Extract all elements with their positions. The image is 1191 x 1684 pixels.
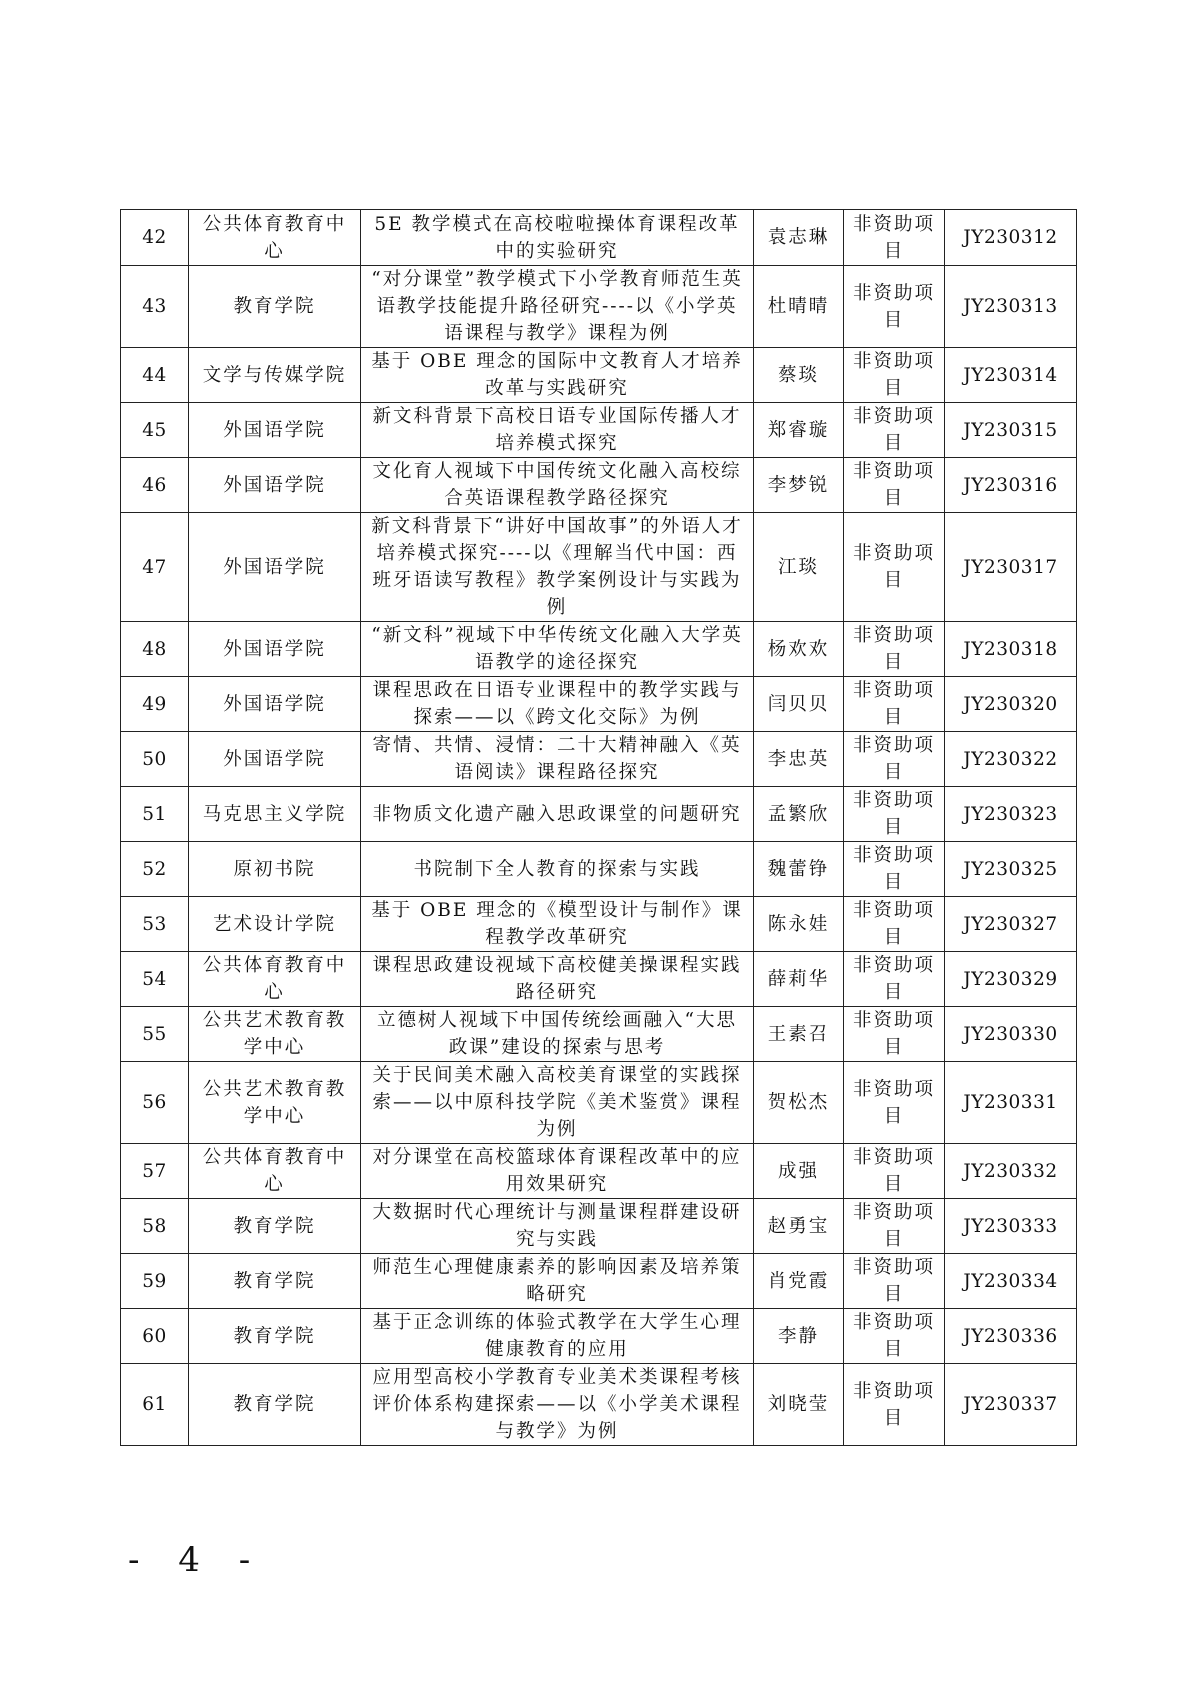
cell-college: 教育学院 — [189, 1254, 361, 1309]
cell-number: 45 — [121, 403, 189, 458]
cell-project-code: JY230334 — [945, 1254, 1077, 1309]
cell-number: 53 — [121, 897, 189, 952]
cell-project-title: 关于民间美术融入高校美育课堂的实践探索——以中原科技学院《美术鉴赏》课程为例 — [361, 1062, 754, 1144]
cell-number: 55 — [121, 1007, 189, 1062]
cell-college: 原初书院 — [189, 842, 361, 897]
cell-college: 外国语学院 — [189, 403, 361, 458]
cell-project-type: 非资助项目 — [844, 622, 945, 677]
cell-leader: 蔡琰 — [754, 348, 844, 403]
project-list-table — [120, 209, 1077, 1446]
cell-number: 42 — [121, 210, 189, 266]
table-row — [121, 897, 1077, 952]
cell-number: 58 — [121, 1199, 189, 1254]
cell-number: 43 — [121, 266, 189, 348]
cell-number: 52 — [121, 842, 189, 897]
cell-project-title: 基于 OBE 理念的《模型设计与制作》课程教学改革研究 — [361, 897, 754, 952]
cell-number: 59 — [121, 1254, 189, 1309]
cell-college: 马克思主义学院 — [189, 787, 361, 842]
cell-number: 48 — [121, 622, 189, 677]
cell-project-code: JY230332 — [945, 1144, 1077, 1199]
cell-project-title: 新文科背景下高校日语专业国际传播人才培养模式探究 — [361, 403, 754, 458]
table-body — [121, 210, 1077, 1446]
cell-leader: 陈永娃 — [754, 897, 844, 952]
cell-project-title: 寄情、共情、浸情：二十大精神融入《英语阅读》课程路径探究 — [361, 732, 754, 787]
table-row — [121, 1364, 1077, 1446]
cell-college: 公共体育教育中心 — [189, 210, 361, 266]
cell-project-title: 文化育人视域下中国传统文化融入高校综合英语课程教学路径探究 — [361, 458, 754, 513]
cell-project-code: JY230318 — [945, 622, 1077, 677]
cell-project-type: 非资助项目 — [844, 1309, 945, 1364]
cell-project-code: JY230322 — [945, 732, 1077, 787]
cell-project-type: 非资助项目 — [844, 348, 945, 403]
cell-project-title: “对分课堂”教学模式下小学教育师范生英语教学技能提升路径研究----以《小学英语课程与教学》课程为例 — [361, 266, 754, 348]
cell-project-type: 非资助项目 — [844, 842, 945, 897]
cell-project-code: JY230323 — [945, 787, 1077, 842]
cell-project-title: 对分课堂在高校篮球体育课程改革中的应用效果研究 — [361, 1144, 754, 1199]
cell-number: 46 — [121, 458, 189, 513]
cell-project-code: JY230325 — [945, 842, 1077, 897]
cell-leader: 孟繁欣 — [754, 787, 844, 842]
cell-project-type: 非资助项目 — [844, 210, 945, 266]
table-row — [121, 1254, 1077, 1309]
cell-leader: 李静 — [754, 1309, 844, 1364]
cell-college: 文学与传媒学院 — [189, 348, 361, 403]
cell-leader: 江琰 — [754, 513, 844, 622]
cell-project-title: 大数据时代心理统计与测量课程群建设研究与实践 — [361, 1199, 754, 1254]
table-row — [121, 1309, 1077, 1364]
cell-leader: 李忠英 — [754, 732, 844, 787]
cell-number: 51 — [121, 787, 189, 842]
table-row — [121, 1062, 1077, 1144]
cell-project-type: 非资助项目 — [844, 677, 945, 732]
cell-number: 54 — [121, 952, 189, 1007]
table-row — [121, 732, 1077, 787]
cell-college: 公共艺术教育教学中心 — [189, 1007, 361, 1062]
cell-leader: 魏蕾铮 — [754, 842, 844, 897]
cell-project-code: JY230315 — [945, 403, 1077, 458]
cell-project-code: JY230316 — [945, 458, 1077, 513]
cell-project-code: JY230330 — [945, 1007, 1077, 1062]
cell-project-title: 师范生心理健康素养的影响因素及培养策略研究 — [361, 1254, 754, 1309]
cell-project-code: JY230313 — [945, 266, 1077, 348]
cell-project-title: 基于正念训练的体验式教学在大学生心理健康教育的应用 — [361, 1309, 754, 1364]
table-row — [121, 513, 1077, 622]
cell-project-title: 书院制下全人教育的探索与实践 — [361, 842, 754, 897]
cell-project-code: JY230336 — [945, 1309, 1077, 1364]
cell-project-code: JY230329 — [945, 952, 1077, 1007]
cell-number: 56 — [121, 1062, 189, 1144]
cell-number: 47 — [121, 513, 189, 622]
cell-college: 教育学院 — [189, 1364, 361, 1446]
cell-project-title: “新文科”视域下中华传统文化融入大学英语教学的途径探究 — [361, 622, 754, 677]
table-row — [121, 952, 1077, 1007]
cell-college: 教育学院 — [189, 1309, 361, 1364]
cell-number: 60 — [121, 1309, 189, 1364]
cell-leader: 杨欢欢 — [754, 622, 844, 677]
cell-leader: 成强 — [754, 1144, 844, 1199]
cell-project-title: 课程思政在日语专业课程中的教学实践与探索——以《跨文化交际》为例 — [361, 677, 754, 732]
cell-project-type: 非资助项目 — [844, 403, 945, 458]
cell-number: 61 — [121, 1364, 189, 1446]
cell-college: 外国语学院 — [189, 513, 361, 622]
cell-number: 57 — [121, 1144, 189, 1199]
cell-college: 外国语学院 — [189, 458, 361, 513]
table-row — [121, 348, 1077, 403]
cell-project-type: 非资助项目 — [844, 458, 945, 513]
table-row — [121, 787, 1077, 842]
cell-project-type: 非资助项目 — [844, 1199, 945, 1254]
cell-leader: 杜晴晴 — [754, 266, 844, 348]
cell-project-code: JY230331 — [945, 1062, 1077, 1144]
cell-project-code: JY230317 — [945, 513, 1077, 622]
cell-project-type: 非资助项目 — [844, 952, 945, 1007]
cell-college: 外国语学院 — [189, 677, 361, 732]
cell-project-code: JY230337 — [945, 1364, 1077, 1446]
cell-college: 外国语学院 — [189, 622, 361, 677]
cell-leader: 肖党霞 — [754, 1254, 844, 1309]
table-row — [121, 458, 1077, 513]
cell-project-type: 非资助项目 — [844, 1062, 945, 1144]
cell-project-type: 非资助项目 — [844, 1254, 945, 1309]
cell-college: 教育学院 — [189, 266, 361, 348]
cell-college: 外国语学院 — [189, 732, 361, 787]
table-row — [121, 403, 1077, 458]
cell-project-type: 非资助项目 — [844, 897, 945, 952]
cell-project-title: 课程思政建设视域下高校健美操课程实践路径研究 — [361, 952, 754, 1007]
cell-project-code: JY230320 — [945, 677, 1077, 732]
cell-college: 公共体育教育中心 — [189, 1144, 361, 1199]
cell-leader: 郑睿璇 — [754, 403, 844, 458]
cell-project-title: 基于 OBE 理念的国际中文教育人才培养改革与实践研究 — [361, 348, 754, 403]
cell-project-title: 应用型高校小学教育专业美术类课程考核评价体系构建探索——以《小学美术课程与教学》为例 — [361, 1364, 754, 1446]
cell-number: 49 — [121, 677, 189, 732]
cell-leader: 赵勇宝 — [754, 1199, 844, 1254]
table-row — [121, 1199, 1077, 1254]
cell-project-title: 立德树人视域下中国传统绘画融入“大思政课”建设的探索与思考 — [361, 1007, 754, 1062]
cell-college: 公共艺术教育教学中心 — [189, 1062, 361, 1144]
cell-project-type: 非资助项目 — [844, 513, 945, 622]
table-row — [121, 842, 1077, 897]
cell-number: 44 — [121, 348, 189, 403]
table-row — [121, 1144, 1077, 1199]
cell-project-code: JY230314 — [945, 348, 1077, 403]
cell-college: 公共体育教育中心 — [189, 952, 361, 1007]
cell-project-title: 5E 教学模式在高校啦啦操体育课程改革中的实验研究 — [361, 210, 754, 266]
cell-number: 50 — [121, 732, 189, 787]
cell-project-title: 新文科背景下“讲好中国故事”的外语人才培养模式探究----以《理解当代中国：西班牙语读写教程》教学案例设计与实践为例 — [361, 513, 754, 622]
cell-project-type: 非资助项目 — [844, 787, 945, 842]
cell-leader: 李梦锐 — [754, 458, 844, 513]
cell-college: 艺术设计学院 — [189, 897, 361, 952]
cell-leader: 薛莉华 — [754, 952, 844, 1007]
cell-project-type: 非资助项目 — [844, 266, 945, 348]
cell-project-code: JY230312 — [945, 210, 1077, 266]
page-number: - 4 - — [128, 1540, 265, 1580]
table-row — [121, 622, 1077, 677]
cell-project-code: JY230333 — [945, 1199, 1077, 1254]
cell-project-type: 非资助项目 — [844, 1144, 945, 1199]
table-row — [121, 210, 1077, 266]
cell-project-type: 非资助项目 — [844, 1364, 945, 1446]
cell-leader: 刘晓莹 — [754, 1364, 844, 1446]
cell-project-type: 非资助项目 — [844, 1007, 945, 1062]
cell-leader: 贺松杰 — [754, 1062, 844, 1144]
table-row — [121, 1007, 1077, 1062]
table-row — [121, 266, 1077, 348]
cell-leader: 闫贝贝 — [754, 677, 844, 732]
cell-project-code: JY230327 — [945, 897, 1077, 952]
table-row — [121, 677, 1077, 732]
cell-college: 教育学院 — [189, 1199, 361, 1254]
cell-leader: 王素召 — [754, 1007, 844, 1062]
cell-project-type: 非资助项目 — [844, 732, 945, 787]
cell-leader: 袁志琳 — [754, 210, 844, 266]
cell-project-title: 非物质文化遗产融入思政课堂的问题研究 — [361, 787, 754, 842]
